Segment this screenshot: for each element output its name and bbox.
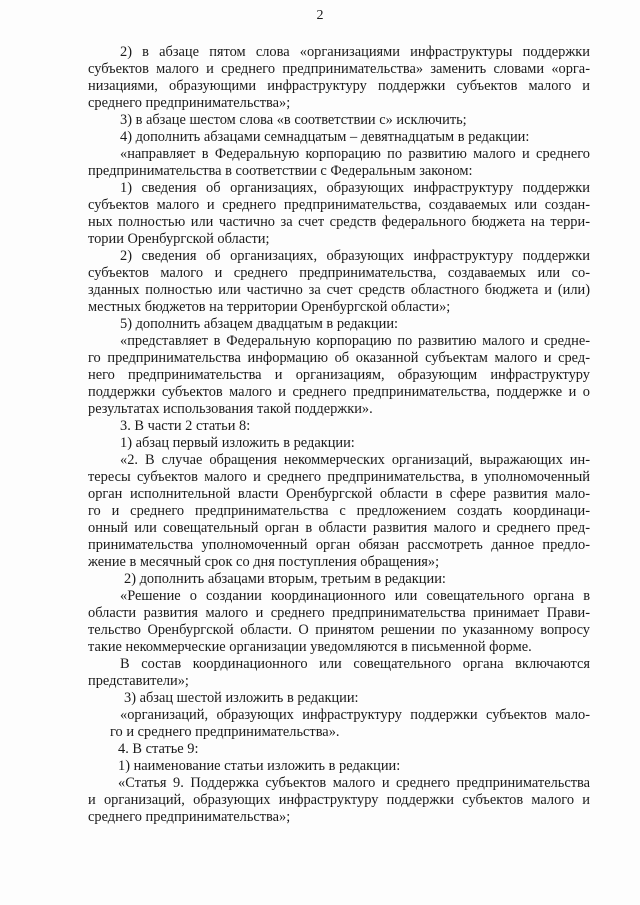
- text-line: 1) абзац первый изложить в редакции:: [120, 435, 355, 451]
- text-line: 2) в абзаце пятом слова «организациями инфраструктуры поддержки: [120, 44, 590, 60]
- text-line: «представляет в Федеральную корпорацию по развитию малого и средне-: [120, 333, 590, 349]
- page-number: 2: [316, 8, 324, 23]
- text-line: ных полностью или частично за счет средств федерального бюджета на терри-: [88, 214, 590, 230]
- text-line: тории Оренбургской области;: [88, 231, 270, 247]
- text-line: «направляет в Федеральную корпорацию по развитию малого и среднего: [120, 146, 590, 162]
- document-body: [88, 44, 590, 826]
- text-line: зданных полностью или частично за счет средств областного бюджета и (или): [88, 282, 590, 298]
- text-line: области развития малого и среднего предпринимательства принимает Прави-: [88, 605, 590, 621]
- text-line: онный или совещательный орган в области развития малого и среднего пред-: [88, 520, 590, 536]
- text-line: местных бюджетов на территории Оренбургской области»;: [88, 299, 451, 315]
- text-line: 3. В части 2 статьи 8:: [120, 418, 251, 434]
- text-line: субъектов малого и среднего предпринимательства, создаваемых или создан-: [88, 197, 590, 213]
- text-line: В состав координационного или совещательного органа включаются: [120, 656, 590, 672]
- text-line: 1) сведения об организациях, образующих инфраструктуру поддержки: [120, 180, 590, 196]
- text-line: го и среднего предпринимательства с предложением создать координаци-: [88, 503, 590, 519]
- text-line: предпринимательства в соответствии с Федеральным законом:: [88, 163, 473, 179]
- text-line: «организаций, образующих инфраструктуру поддержки субъектов мало-: [120, 707, 590, 723]
- text-line: 4. В статье 9:: [118, 741, 199, 757]
- text-line: «Решение о создании координационного или совещательного органа в: [120, 588, 590, 604]
- text-line: такие некоммерческие организации уведомляются в письменной форме.: [88, 639, 532, 655]
- text-line: орган исполнительной власти Оренбургской области в сфере развития мало-: [88, 486, 590, 502]
- text-line: го и среднего предпринимательства».: [110, 724, 340, 740]
- text-line: среднего предпринимательства»;: [88, 95, 291, 111]
- text-line: представители»;: [88, 673, 189, 689]
- text-line: «Статья 9. Поддержка субъектов малого и среднего предпринимательства: [118, 775, 590, 791]
- text-line: и организаций, образующих инфраструктуру поддержки субъектов малого и: [88, 792, 590, 808]
- text-line: среднего предпринимательства»;: [88, 809, 291, 825]
- text-line: 1) наименование статьи изложить в редакции:: [118, 758, 401, 774]
- text-line: 4) дополнить абзацами семнадцатым – девятнадцатым в редакции:: [120, 129, 530, 145]
- text-line: тересы субъектов малого и среднего предпринимательства, в уполномоченный: [88, 469, 590, 485]
- text-line: низациями, образующими инфраструктуру поддержки субъектов малого и: [88, 78, 590, 94]
- text-line: поддержки субъектов малого и среднего предпринимательства, поддержке и о: [88, 384, 590, 400]
- text-line: субъектов малого и среднего предпринимательства» заменить словами «орга-: [88, 61, 590, 77]
- text-line: 3) в абзаце шестом слова «в соответствии с» исключить;: [120, 112, 467, 128]
- text-line: 5) дополнить абзацем двадцатым в редакции:: [120, 316, 399, 332]
- text-line: «2. В случае обращения некоммерческих организаций, выражающих ин-: [120, 452, 590, 468]
- text-line: го предпринимательства информацию об оказанной субъектам малого и сред-: [88, 350, 590, 366]
- text-line: принимательства уполномоченный орган обязан рассмотреть данное предло-: [88, 537, 590, 553]
- text-line: тельство Оренбургской области. О принятом решении по указанному вопросу: [88, 622, 590, 638]
- text-line: 2) дополнить абзацами вторым, третьим в редакции:: [124, 571, 446, 587]
- text-line: 2) сведения об организациях, образующих инфраструктуру поддержки: [120, 248, 590, 264]
- text-line: 3) абзац шестой изложить в редакции:: [124, 690, 359, 706]
- text-line: жение в месячный срок со дня поступления обращения»;: [88, 554, 440, 570]
- text-line: субъектов малого и среднего предпринимательства, создаваемых или со-: [88, 265, 590, 281]
- text-line: него предпринимательства и организациям, образующим инфраструктуру: [88, 367, 590, 383]
- text-line: результатах использования такой поддержки».: [88, 401, 373, 417]
